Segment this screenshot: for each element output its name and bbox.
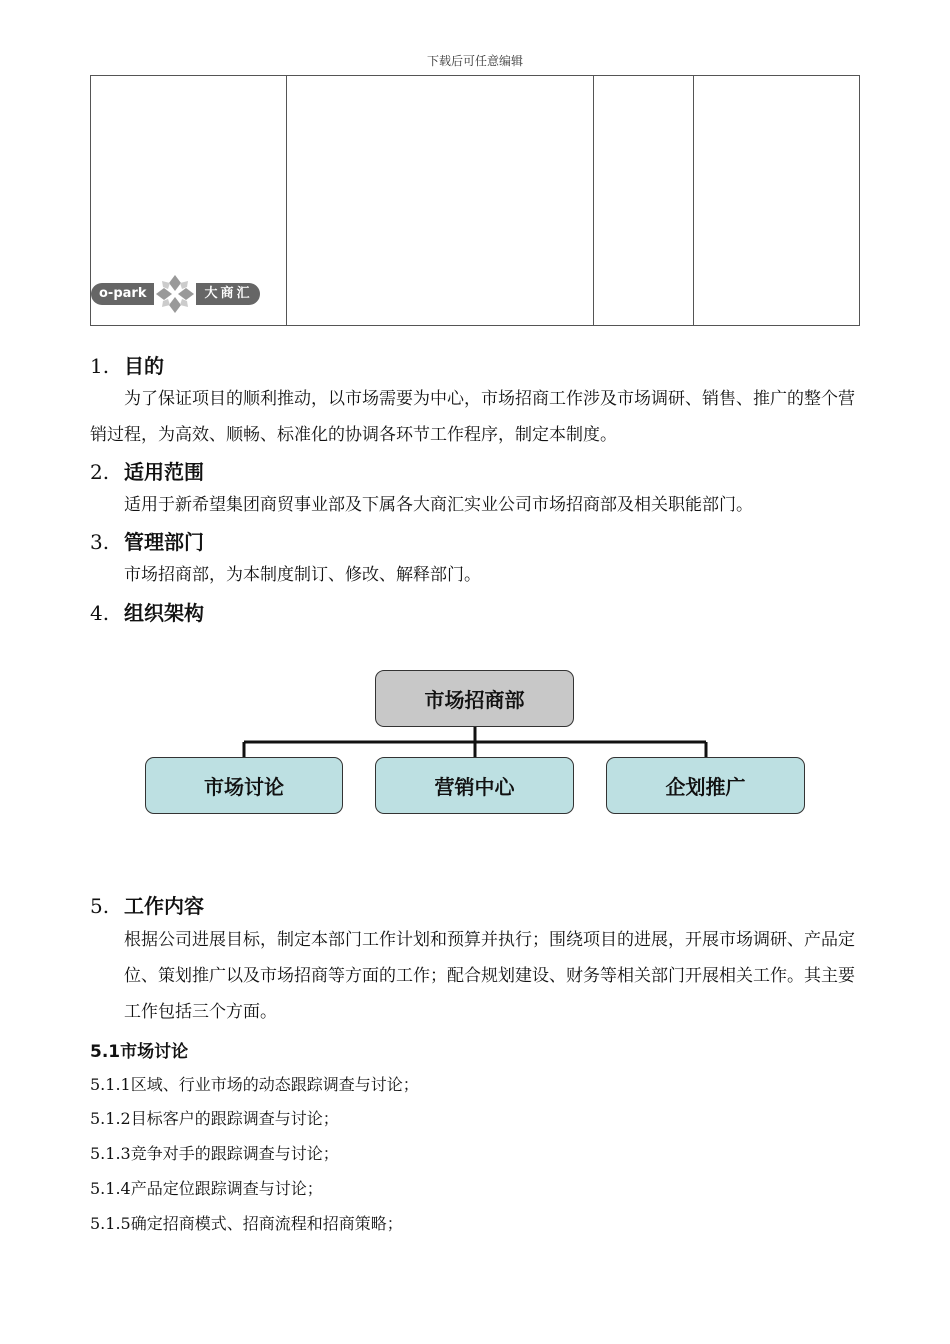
section-4-number: 4. (90, 601, 110, 625)
section-3-text: 市场招商部，为本制度制订、修改、解释部门。 (124, 565, 481, 585)
section-1-title: 目的 (124, 354, 164, 378)
list-item: 5.1.1区域、行业市场的动态跟踪调查与讨论； (90, 1075, 419, 1094)
section-3-number: 3. (90, 530, 110, 554)
list-item: 5.1.5确定招商模式、招商流程和招商策略； (90, 1214, 403, 1233)
header-note: 下载后可任意编辑 (426, 54, 523, 68)
org-child-planning-promotion: 企划推广 (606, 757, 805, 814)
list-item: 5.1.2目标客户的跟踪调查与讨论； (90, 1109, 339, 1128)
list-item: 5.1.4产品定位跟踪调查与讨论； (90, 1179, 323, 1198)
org-child-marketing-center: 营销中心 (375, 757, 574, 814)
org-root-box: 市场招商部 (375, 670, 574, 727)
section-1-number: 1. (90, 354, 110, 378)
section-5-heading (90, 890, 204, 919)
section-4-title: 组织架构 (124, 601, 204, 625)
section-2-number: 2. (90, 460, 110, 484)
section-5-text: 根据公司进展目标，制定本部门工作计划和预算并执行；围绕项目的进展，开展市场调研、产品定位、策划推广以及市场招商等方面的工作；配合规划建设、财务等相关部门开展相关工作。其主要工作包括三个方面。 (124, 930, 855, 1022)
section-5-number: 5. (90, 894, 110, 918)
subsection-title: 5.1市场讨论 (90, 1042, 189, 1062)
list-item: 5.1.3竞争对手的跟踪调查与讨论； (90, 1144, 339, 1163)
logo-left-text: o-park (91, 283, 154, 305)
section-3-title: 管理部门 (124, 530, 204, 554)
section-1-text: 为了保证项目的顺利推动，以市场需要为中心，市场招商工作涉及市场调研、销售、推广的整个营销过程，为高效、顺畅、标准化的协调各环节工作程序，制定本制度。 (90, 389, 855, 445)
logo-right-text: 大商汇 (196, 283, 260, 305)
section-2-text: 适用于新希望集团商贸事业部及下属各大商汇实业公司市场招商部及相关职能部门。 (124, 495, 753, 515)
section-5-title: 工作内容 (124, 894, 204, 918)
org-child-market-research: 市场讨论 (145, 757, 343, 814)
section-2-title: 适用范围 (124, 460, 204, 484)
